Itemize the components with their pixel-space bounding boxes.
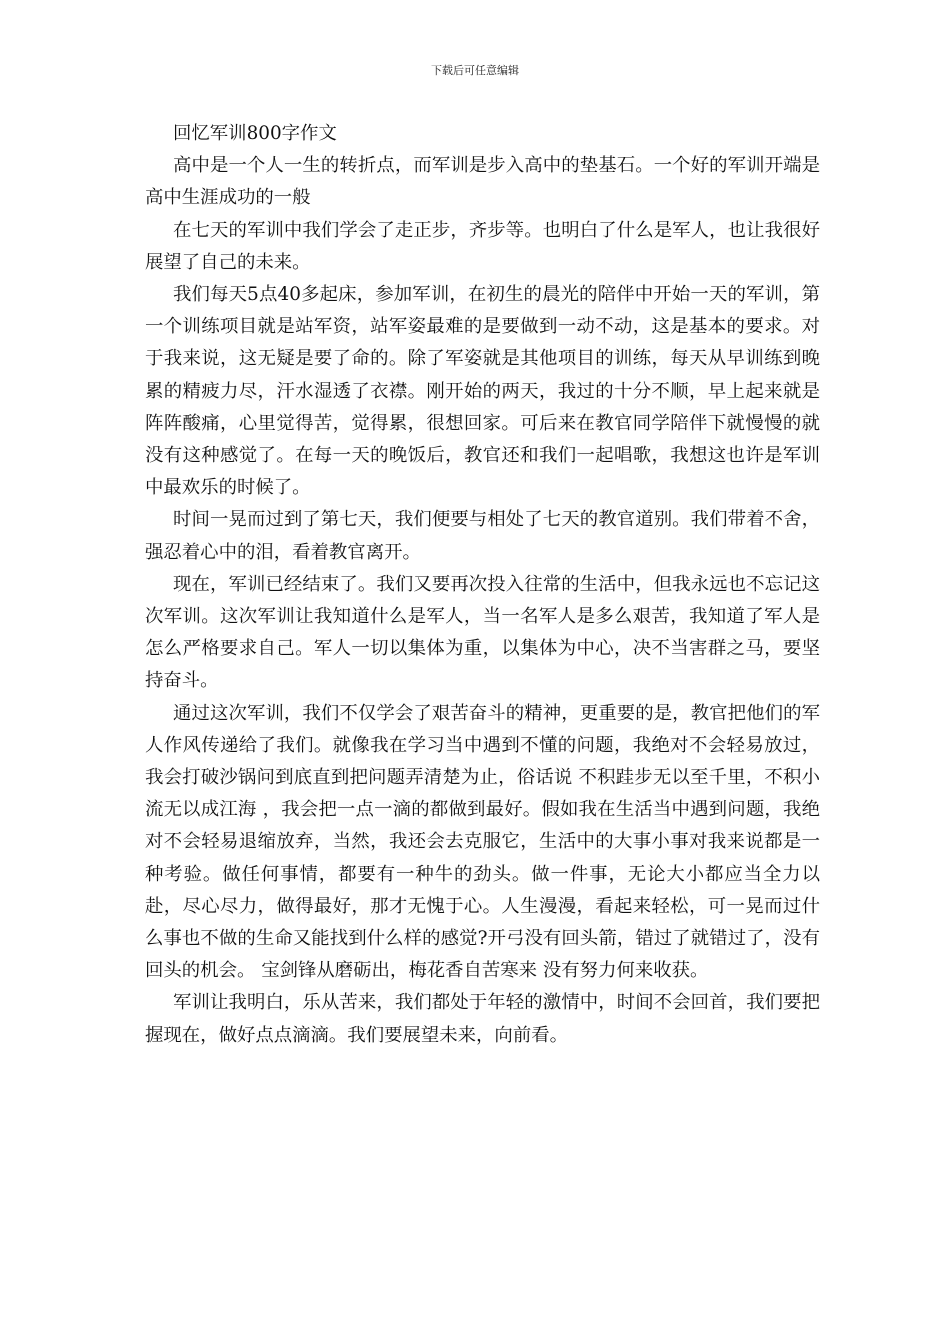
paragraph-3: 我们每天5点40多起床，参加军训，在初生的晨光的陪伴中开始一天的军训，第一个训练项目就是站军资，站军姿最难的是要做到一动不动，这是基本的要求。对于我来说，这无疑是要了命的。除了军姿就是其他项目的训练，每天从早训练到晚累的精疲力尽，汗水湿透了衣襟。刚开始的两天，我过的十分不顺，早上起来就是阵阵酸痛，心里觉得苦，觉得累，很想回家。可后来在教官同学陪伴下就慢慢的就没有这种感觉了。在每一天的晚饭后，教官还和我们一起唱歌，我想这也许是军训中最欢乐的时候了。 xyxy=(145,284,820,499)
paragraph-6: 通过这次军训，我们不仅学会了艰苦奋斗的精神，更重要的是，教官把他们的军人作风传递给了我们。就像我在学习当中遇到不懂的问题，我绝对不会轻易放过，我会打破沙锅问到底直到把问题弄清楚为止，俗话说 不积跬步无以至千里，不积小流无以成江海 ，我会把一点一滴的都做到最好。假如我在生活当中遇到问题，我绝对不会轻易退缩放弃，当然，我还会去克服它，生活中的大事小事对我来说都是一种考验。做任何事情，都要有一种牛的劲头。做一件事，无论大小都应当全力以赴，尽心尽力，做得最好，那才无愧于心。人生漫漫，看起来轻松，可一晃而过什么事也不做的生命又能找到什么样的感觉?开弓没有回头箭，错过了就错过了，没有回头的机会。 宝剑锋从磨砺出，梅花香自苦寒来 没有努力何来收获。 xyxy=(145,702,820,982)
document-body xyxy=(145,118,820,1052)
paragraph-7: 军训让我明白，乐从苦来，我们都处于年轻的激情中，时间不会回首，我们要把握现在，做好点点滴滴。我们要展望未来，向前看。 xyxy=(145,992,820,1046)
paragraph-4: 时间一晃而过到了第七天，我们便要与相处了七天的教官道别。我们带着不舍，强忍着心中的泪，看着教官离开。 xyxy=(145,509,820,563)
paragraph-1: 高中是一个人一生的转折点，而军训是步入高中的垫基石。一个好的军训开端是高中生涯成功的一般 xyxy=(145,155,820,209)
paragraph-5: 现在，军训已经结束了。我们又要再次投入往常的生活中，但我永远也不忘记这次军训。这次军训让我知道什么是军人，当一名军人是多么艰苦，我知道了军人是怎么严格要求自己。军人一切以集体为重，以集体为中心，决不当害群之马，要坚持奋斗。 xyxy=(145,573,820,692)
essay-title: 回忆军训800字作文 xyxy=(173,123,337,144)
paragraph-2: 在七天的军训中我们学会了走正步，齐步等。也明白了什么是军人，也让我很好展望了自己的未来。 xyxy=(145,219,820,273)
page-header: 下载后可任意编辑 xyxy=(431,64,519,77)
